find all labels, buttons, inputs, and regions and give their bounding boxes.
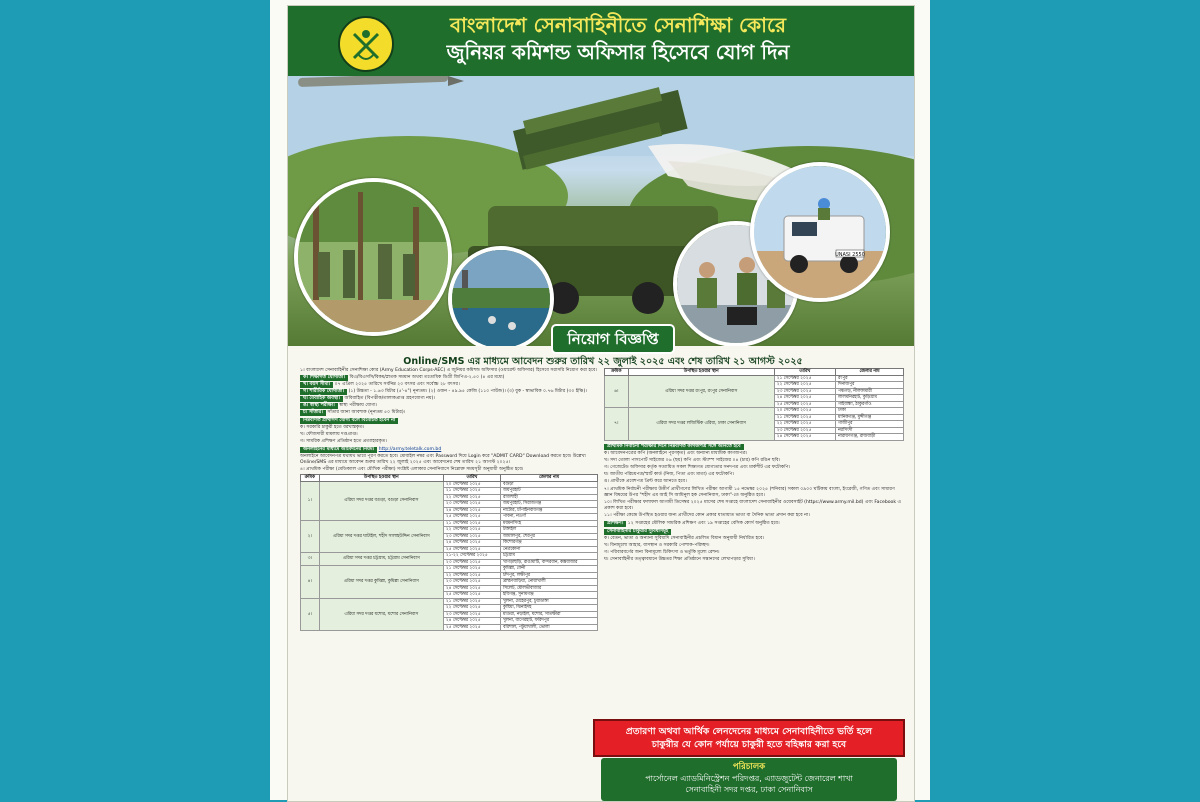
district-cell: দিনাজপুর <box>835 382 903 389</box>
district-cell: রাজশাহী <box>500 494 597 501</box>
district-cell: খুলনা, বাগেরহাট, ফরিদপুর <box>500 618 597 625</box>
date-cell: ২৩ সেপ্টেম্বর ২০২৫ <box>774 388 835 395</box>
qualification-text: অবিবাহিত (বিপত্নীক/তালাকপ্রাপ্ত গ্রহণযোগ্য নয়)। <box>344 396 436 401</box>
ineligible-label: নিম্নবর্ণিত প্রার্থীগণ যোগ্য বলে বিবেচিত হবেন না <box>300 418 398 424</box>
schedule-table-right <box>604 368 904 441</box>
district-cell: নরসিংদী <box>835 427 903 434</box>
date-cell: ২৩ সেপ্টেম্বর ২০২৫ <box>443 533 500 540</box>
district-cell: টাঙ্গাইল <box>500 527 597 534</box>
col-header: উপস্থিত হওয়ার স্থান <box>628 369 774 376</box>
district-cell: বগুড়া <box>500 481 597 488</box>
place-cell: এরিয়া সদর দপ্তর যশোর, যশোর সেনানিবাস <box>319 598 443 631</box>
date-cell: ২০ সেপ্টেম্বর ২০২৫ <box>774 408 835 415</box>
qualification-text: (১) উচ্চতা - ১.৬৩ মিটার (৫'-৪") নূন্যতম। (২) ওজন - ৪৯.৯৫ কেজি (১১০ পাউন্ড)। (৩) বুক - স্বাভাবিক ০.৭৬ মিটার (৩০ ইঞ্চি)। <box>348 389 587 394</box>
documents-label: প্রাথমিক নির্বাচনী পরীক্ষার দিনে নিম্নবর্ণিত কাগজপত্র সঙ্গে আনতে হবে <box>604 444 744 450</box>
qualification-label: খ। বয়স সীমা। <box>300 382 333 388</box>
place-cell: এরিয়া সদর দপ্তর কুমিল্লা, কুমিল্লা সেনানিবাস <box>319 566 443 599</box>
qualification-text: ০৭ এপ্রিল ২০২৫ তারিখে সর্বনিম্ন ২০ বৎসর এবং সর্বোচ্চ ২৮ বৎসর। <box>334 382 460 387</box>
date-cell: ২২ সেপ্টেম্বর ২০২৫ <box>443 605 500 612</box>
district-cell: খাগড়াছড়ি, রাঙামাটি, বান্দরবান, কক্সবাজার <box>500 559 597 566</box>
qualification-item <box>300 410 598 416</box>
date-cell: ২৫ সেপ্টেম্বর ২০২৫ <box>443 514 500 521</box>
district-cell: চাঁদপুর, লক্ষীপুর <box>500 572 597 579</box>
serial-cell: ৬। <box>605 375 629 408</box>
district-cell: বরিশাল, পটুয়াখালী, ভোলা <box>500 624 597 631</box>
title-line-1: বাংলাদেশ সেনাবাহিনীতে সেনাশিক্ষা কোরে <box>449 13 786 37</box>
col-header: ক্রমিক <box>301 475 320 482</box>
training-text: ১২ সপ্তাহের মৌলিক সামরিক প্রশিক্ষণ এবং ১৯ সপ্তাহের বেসিক কোর্স অনুষ্ঠিত হবে। <box>627 520 780 526</box>
un-peacekeeping-photo <box>750 162 890 302</box>
date-cell: ২৫ সেপ্টেম্বর ২০২৫ <box>443 624 500 631</box>
district-cell: রংপুর <box>835 375 903 382</box>
qualification-item <box>300 375 598 381</box>
district-cell: সিলেট, মৌলভীবাজার <box>500 585 597 592</box>
director-block <box>601 758 897 801</box>
district-cell: চট্টগ্রাম <box>500 553 597 560</box>
crossed-swords-icon <box>346 24 386 64</box>
documents-item: ক। আবেদনপত্রের কপি (অনলাইনে পূরণকৃত) এবং অন্যান্য মাধ্যমিক কাগজপত্র। <box>604 450 748 456</box>
date-cell: ২৪ সেপ্টেম্বর ২০২৫ <box>443 585 500 592</box>
date-cell: ২৩ সেপ্টেম্বর ২০২৫ <box>443 501 500 508</box>
date-cell: ২৪ সেপ্টেম্বর ২০২৫ <box>774 434 835 441</box>
place-cell: এরিয়া সদর দপ্তর বগুড়া, বগুড়া সেনানিবাস <box>319 481 443 520</box>
date-cell: ২১ সেপ্টেম্বর ২০২৫ <box>443 598 500 605</box>
intro-text: ১। বাংলাদেশ সেনাবাহিনীর সেনাশিক্ষা কোর (Army Education Corps-AEC) এ জুনিয়র কমিশন্ড অফিসার (ওয়ারেন্ট অফিসার) হিসেবে সরাসরি নিয়োগ করা হবে। <box>300 368 597 373</box>
district-cell: হবিগঞ্জ, সুনামগঞ্জ <box>500 592 597 599</box>
schedule-table-left <box>300 474 598 631</box>
vehicle-plate: UNASI 2550 <box>835 252 865 258</box>
district-cell: নাটোর, চাঁপাইনবাবগঞ্জ <box>500 507 597 514</box>
documents-item: ঙ। প্রার্থীকে প্রবেশপত্র প্রিন্ট করে আনতে হবে। <box>604 478 687 484</box>
date-cell: ২৫ সেপ্টেম্বর ২০২৫ <box>774 401 835 408</box>
qualification-item <box>300 389 598 395</box>
serial-cell: ৪। <box>301 566 320 599</box>
benefits-item: ক। বেতন, ভাতা ও অন্যান্য সুবিধাদি সেনাবাহিনীর প্রচলিত বিধান অনুযায়ী নির্ধারিত হবে। <box>604 535 765 541</box>
district-cell: জয়পুরহাট, সিরাজগঞ্জ <box>500 501 597 508</box>
warning-line-2: চাকুরীর যে কোন পর্যায়ে চাকুরী হতে বহিষ্কার করা হবে <box>651 739 847 750</box>
benefits-label: সেনাবাহিনীর চাকুরীর সুবিধাসমূহ <box>604 529 671 535</box>
district-cell: জয়পুরহাট <box>500 488 597 495</box>
district-cell: ময়মনসিংহ <box>500 520 597 527</box>
qualification-item <box>300 403 598 409</box>
qualification-label: ঙ। স্বাস্থ্য পরীক্ষা। <box>300 403 338 409</box>
sports-ground-photo <box>448 246 554 346</box>
district-cell: জামালপুর, শেরপুর <box>500 533 597 540</box>
date-cell: ২৩ সেপ্টেম্বর ২০২৫ <box>443 579 500 586</box>
district-cell: নারায়ণগঞ্জ, রাজবাড়ী <box>835 434 903 441</box>
date-cell: ২৫ সেপ্টেম্বর ২০২৫ <box>443 546 500 553</box>
date-cell: ২৪ সেপ্টেম্বর ২০২৫ <box>443 507 500 514</box>
qualification-label: ক। শিক্ষাগত যোগ্যতা। <box>300 375 348 381</box>
right-column <box>604 368 904 564</box>
serial-cell: ৭। <box>605 408 629 441</box>
date-cell: ২৩ সেপ্টেম্বর ২০২৫ <box>443 559 500 566</box>
qualification-item <box>300 382 598 388</box>
date-cell: ২১ সেপ্টেম্বর ২০২৫ <box>774 414 835 421</box>
fraud-warning-banner <box>593 719 905 757</box>
exam-intro: ৪। প্রাথমিক পরীক্ষা (মেডিক্যাল এবং মৌখিক পরীক্ষা) সংশ্লিষ্ট এলাকার সেনানিবাসে নিম্নোক্ত সময়সূচী অনুযায়ী অনুষ্ঠিত হবে। <box>300 467 524 472</box>
district-cell: কুষ্টিয়া, ঝিনাইদহ <box>500 605 597 612</box>
qualification-text: বিএ/বিএসসি/বিকম/স্নাতক সমমান অথবা ততোধিক ডিগ্রী জিপিএ-২.৫০ (৪ এর মধ্যে) <box>349 375 505 380</box>
ineligible-item: ক। সরকারি চাকুরী হতে বরখাস্তকৃত। <box>300 425 365 430</box>
qualification-label: ঘ। বৈবাহিক অবস্থা। <box>300 396 343 402</box>
district-cell: খুলনা, মেহেরপুর, চুয়াডাঙ্গা <box>500 598 597 605</box>
date-cell: ২৪ সেপ্টেম্বর ২০২৫ <box>443 540 500 547</box>
date-cell: ২৪ সেপ্টেম্বর ২০২৫ <box>774 395 835 402</box>
date-cell: ২২ সেপ্টেম্বর ২০২৫ <box>443 527 500 534</box>
serial-cell: ২। <box>301 520 320 553</box>
soldiers-jungle-photo <box>294 178 452 336</box>
col-header: তারিখ <box>774 369 835 376</box>
ineligible-item: গ। সামরিক প্রশিক্ষণ প্রতিষ্ঠান হতে প্রত্যাহারকৃত। <box>300 439 387 444</box>
documents-item: ঘ। জাতীয় পরিচয়পত্র/স্মার্ট কার্ড (নিজ, পিতা এবং মাতা) এর ফটোকপি। <box>604 471 735 477</box>
district-cell: লালমনিরহাট, কুড়িগ্রাম <box>835 395 903 402</box>
army-emblem <box>338 16 394 72</box>
date-cell: ২২ সেপ্টেম্বর ২০২৫ <box>774 421 835 428</box>
recruitment-poster <box>287 5 915 802</box>
director-title: পরিচালক <box>732 762 766 772</box>
warning-line-1: প্রতারণা অথবা আর্থিক লেনদেনের মাধ্যমে সেনাবাহিনীতে ভর্তি হলে <box>625 726 873 737</box>
benefits-item: গ। পরিবারবর্গের জন্য বিনামূল্যে চিকিৎসা ও ভর্তুকি মূল্যে রেশন। <box>604 549 720 555</box>
date-cell: ২৪ সেপ্টেম্বর ২০২৫ <box>443 618 500 625</box>
title-line-2: জুনিয়র কমিশন্ড অফিসার হিসেবে যোগ দিন <box>446 40 790 64</box>
documents-item: খ। সদ্য তোলা পাসপোর্ট সাইজের ০৬ (ছয়) কপি এবং স্ট্যাম্প সাইজের ০৪ (চার) কপি রঙিন ছবি। <box>604 457 781 463</box>
serial-cell: ১। <box>301 481 320 520</box>
date-cell: ২২ সেপ্টেম্বর ২০২৫ <box>774 382 835 389</box>
director-line-1: পার্সোনেল এ্যাডমিনিস্ট্রেশন পরিদপ্তর, এ্যাডজুটেন্ট জেনারেল শাখা <box>645 774 853 783</box>
date-cell: ২০ সেপ্টেম্বর ২০২৫ <box>443 481 500 488</box>
apply-text: অনলাইনে আবেদনপত্র যথাযথ ভাবে পূরণ করতে হবে। মোবাইল নম্বর এবং Password দিয়ে Login করে "ADMIT CARD" Download করতে হবে। উল্লেখ্য Online/SMS এর মাধ্যমে আবেদন শুরুর তারিখ ২২ জুলাই ২০২৫ এবং আবেদনের শেষ তারিখ ২১ আগস্ট ২০২৫। <box>300 454 586 465</box>
col-header: তারিখ <box>443 475 500 482</box>
district-cell: পাবনা, নওগাঁ <box>500 514 597 521</box>
poster-header <box>288 6 914 76</box>
result-website-text: ১০। লিখিত পরীক্ষার ফলাফল আগামী ডিসেম্বর ২০২৫ মাসের শেষ সপ্তাহে বাংলাদেশ সেনাবাহিনীর ওয়েবসাইট (https://www.army.mil.bd) এবং Facebook এ প্রকাশ করা হবে। <box>604 499 901 511</box>
qualification-text: সাঁতার জানা আবশ্যক (নূন্যতম ৫০ মিটার)। <box>327 410 406 415</box>
apply-label: অনলাইনের মাধ্যমে আবেদনের নিয়ম। <box>300 447 377 453</box>
district-cell: গাইবান্ধা, ঠাকুরগাঁও <box>835 401 903 408</box>
serial-cell: ৫। <box>301 598 320 631</box>
col-header: ক্রমিক <box>605 369 629 376</box>
qualification-text: স্বাস্থ্য পরীক্ষায় যোগ্য। <box>339 403 378 408</box>
date-cell: ২১ সেপ্টেম্বর ২০২৫ <box>774 375 835 382</box>
date-cell: ২২ সেপ্টেম্বর ২০২৫ <box>443 494 500 501</box>
left-column <box>300 368 598 631</box>
date-cell: ২১ সেপ্টেম্বর ২০২৫ <box>443 488 500 495</box>
qualification-label: চ। সাঁতার। <box>300 410 326 416</box>
date-cell: ২২ সেপ্টেম্বর ২০২৫ <box>443 572 500 579</box>
district-cell: মানিকগঞ্জ, মুন্সীগঞ্জ <box>835 414 903 421</box>
photo-collage <box>288 76 914 346</box>
notice-badge: নিয়োগ বিজ্ঞপ্তি <box>551 324 675 354</box>
date-cell: ২১ সেপ্টেম্বর ২০২৫ <box>443 566 500 573</box>
place-cell: এরিয়া সদর দপ্তর চট্টগ্রাম, চট্টগ্রাম সেনানিবাস <box>319 553 443 566</box>
date-cell: ২১-২২ সেপ্টেম্বর ২০২৫ <box>443 553 500 560</box>
place-cell: এরিয়া সদর দপ্তর ঘাটাইল, শহীদ সালাহউদ্দিন সেনানিবাস <box>319 520 443 553</box>
district-cell: কিশোরগঞ্জ <box>500 540 597 547</box>
date-cell: ২৫ সেপ্টেম্বর ২০২৫ <box>443 592 500 599</box>
benefits-item: ঘ। সেনাবাহিনীর তত্ত্বাবধানে উচ্চতর শিক্ষা প্রতিষ্ঠানে সন্তানদের লেখাপড়ার সুবিধা। <box>604 556 755 562</box>
allowance-text: ১১। পরীক্ষা কেন্দ্রে উপস্থিত হওয়ার জন্য প্রার্থীদের কোন প্রকার যাতায়াত ভাতা বা দৈনিক ভাতা প্রদান করা হবে না। <box>604 512 810 518</box>
date-cell: ২৩ সেপ্টেম্বর ২০২৫ <box>443 611 500 618</box>
poster-title <box>403 12 833 66</box>
district-cell: ঢাকা <box>835 408 903 415</box>
benefits-item: খ। বিনামূল্যে আহার, বাসস্থান ও সরকারি পোশাক-পরিচ্ছদ। <box>604 542 710 548</box>
place-cell: এরিয়া সদর দপ্তর রংপুর, রংপুর সেনানিবাস <box>628 375 774 408</box>
col-header: জেলার নাম <box>835 369 903 376</box>
serial-cell: ৩। <box>301 553 320 566</box>
qualification-item <box>300 396 598 402</box>
col-header: জেলার নাম <box>500 475 597 482</box>
director-line-2: সেনাবাহিনী সদর দপ্তর, ঢাকা সেনানিবাস <box>685 785 813 794</box>
ineligible-item: খ। ফৌজদারী মামলায় দণ্ডপ্রাপ্ত। <box>300 432 358 437</box>
qualifications-list <box>300 375 598 416</box>
district-cell: ব্রাহ্মণবাড়িয়া, নোয়াখালী <box>500 579 597 586</box>
district-cell: নেত্রকোনা <box>500 546 597 553</box>
written-exam-text: ৭। প্রাথমিক নির্বাচনী পরীক্ষায় উত্তীর্ণ প্রার্থীগণের লিখিত পরীক্ষা আগামী ১৫ নভেম্বর ২০২৫ (শনিবার) সকাল ০৯০০ ঘটিকায় বাংলা, ইংরেজী, গণিত এবং সাধারণ জ্ঞান বিষয়ের উপর "শহীদ এম আই সি আমিনুল হক সেনানিবাস, ঢাকা"-তে অনুষ্ঠিত হবে। <box>604 486 895 498</box>
apply-url-link[interactable]: http://army.teletalk.com.bd <box>378 447 442 452</box>
col-header: উপস্থিত হওয়ার স্থান <box>319 475 443 482</box>
training-label: প্রশিক্ষণ। <box>604 521 626 527</box>
place-cell: এরিয়া সদর দপ্তর লজিস্টিক এরিয়া, ঢাকা সেনানিবাস <box>628 408 774 441</box>
sms-date-line: Online/SMS এর মাধ্যমে আবেদন শুরুর তারিখ ২২ জুলাই ২০২৫ এবং শেষ তারিখ ২১ আগস্ট ২০২৫ <box>403 356 803 367</box>
date-cell: ২১ সেপ্টেম্বর ২০২৫ <box>443 520 500 527</box>
district-cell: পঞ্চগড়, নীলফামারী <box>835 388 903 395</box>
district-cell: মাগুরা, নড়াইল, যশোর, সাতক্ষীরা <box>500 611 597 618</box>
district-cell: কুমিল্লা, ফেনী <box>500 566 597 573</box>
date-cell: ২৩ সেপ্টেম্বর ২০২৫ <box>774 427 835 434</box>
qualification-label: গ। শারীরিক যোগ্যতা। <box>300 389 347 395</box>
district-cell: গাজীপুর <box>835 421 903 428</box>
documents-item: গ। গেজেটেড অফিসার কর্তৃক সত্যায়িত সকল শিক্ষাগত যোগ্যতার সনদপত্র এবং মার্কশীট এর ফটোকপি। <box>604 464 791 470</box>
